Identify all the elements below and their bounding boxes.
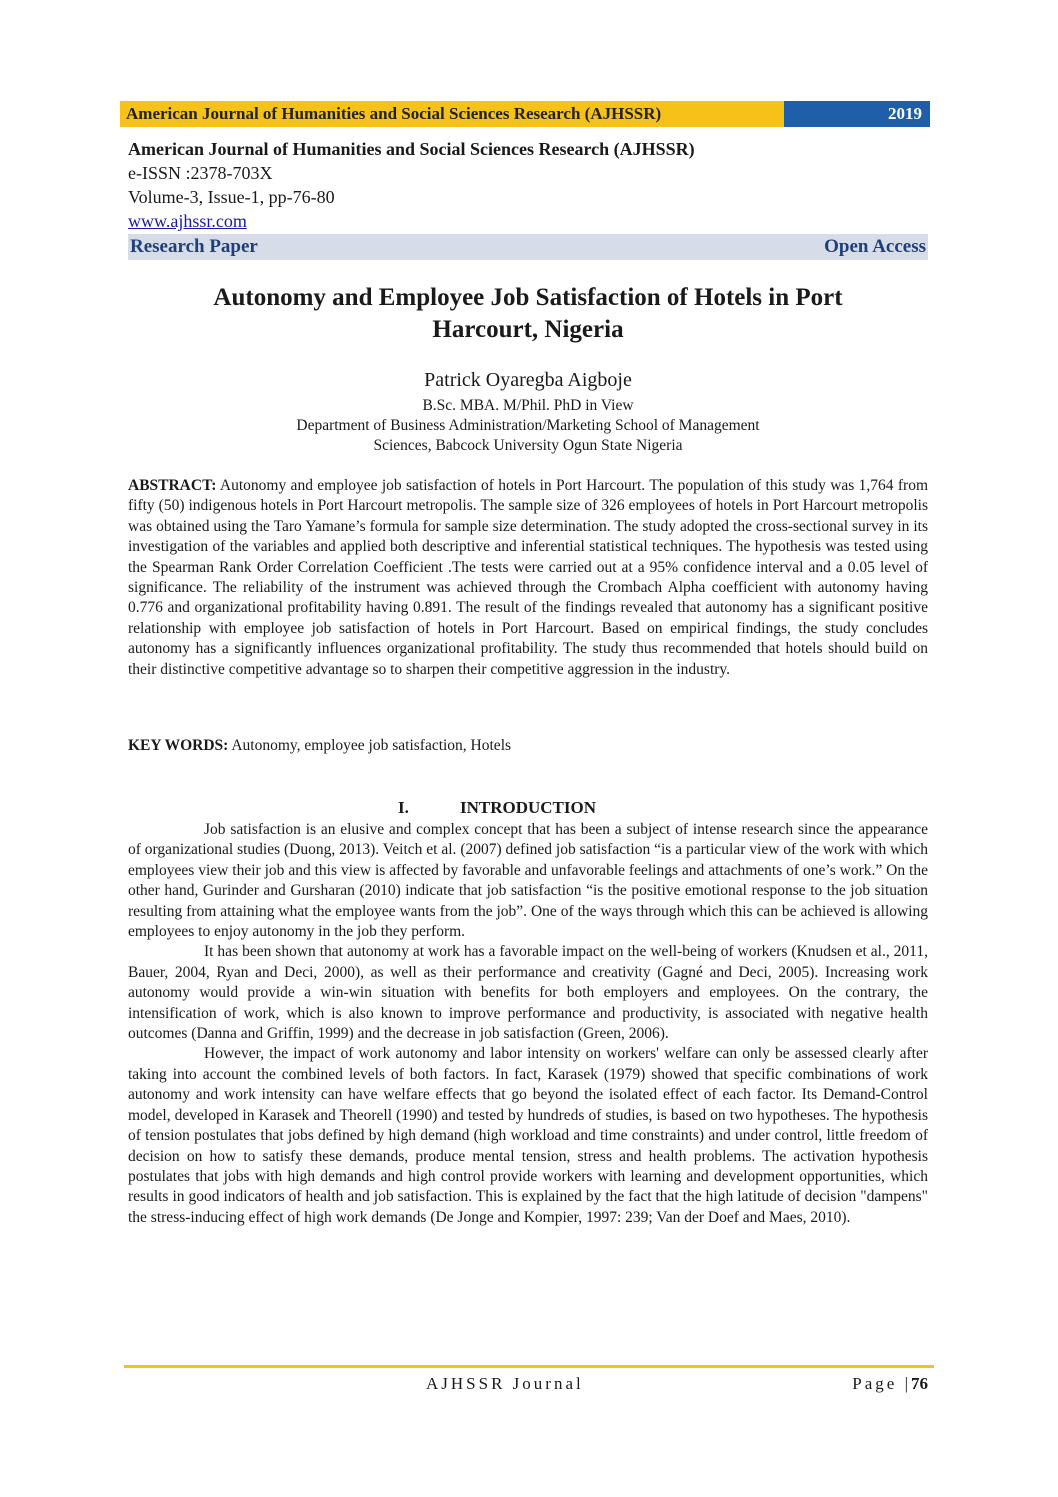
footer-page: [852, 1374, 928, 1394]
banner-journal-name: American Journal of Humanities and Social Sciences Research (AJHSSR): [120, 101, 784, 127]
title-line-1: Autonomy and Employee Job Satisfaction of Hotels in Port: [213, 284, 843, 311]
research-paper-label: Research Paper: [130, 236, 258, 257]
paper-title: [128, 282, 928, 346]
keywords-text: Autonomy, employee job satisfaction, Hotels: [228, 737, 512, 754]
page-label: Page |: [852, 1374, 911, 1393]
keywords: [128, 736, 928, 756]
footer-divider: [124, 1365, 934, 1368]
website-link[interactable]: www.ajhssr.com: [128, 211, 247, 231]
paper-type-bar: [128, 234, 928, 260]
author-affiliation: [128, 396, 928, 456]
abstract: [128, 476, 928, 680]
section-heading: [128, 798, 928, 818]
paragraph: It has been shown that autonomy at work has a favorable impact on the well-being of workers (Knudsen et al., 2011, Bauer, 2004, Ryan and Deci, 2000), as well as their performance and creativity (Gagné and Deci, 2005). Increasing work autonomy would provide a win-win situation with benefits for both employers and employees. On the contrary, the intensification of work, which is also known to improve performance and productivity, is associated with negative health outcomes (Danna and Griffin, 1999) and the decrease in job satisfaction (Green, 2006).: [128, 943, 928, 1043]
introduction-body: [128, 820, 928, 1228]
paragraph: However, the impact of work autonomy and labor intensity on workers' welfare can only be assessed clearly after taking into account the combined levels of both factors. In fact, Karasek (1979) showed that specific combinations of work autonomy and work intensity can have welfare effects that go beyond the isolated effect of each factor. Its Demand-Control model, developed in Karasek and Theorell (1990) and tested by hundreds of studies, is based on two hypotheses. The hypothesis of tension postulates that jobs defined by high demand (high workload and time constraints) and under control, little freedom of decision on how to satisfy these demands, produce mental tension, stress and health problems. The activation hypothesis postulates that jobs with high demands and high control provide workers with learning and development opportunities, which results in good indicators of health and job satisfaction. This is explained by the fact that the high latitude of decision "dampens" the stress-inducing effect of high work demands (De Jonge and Kompier, 1997: 239; Van der Doef and Maes, 2010).: [128, 1045, 928, 1226]
open-access-label: Open Access: [824, 236, 926, 257]
paragraph: Job satisfaction is an elusive and complex concept that has been a subject of intense research since the appearance of organizational studies (Duong, 2013). Veitch et al. (2007) defined job satisfaction “is a particular view of the work with which employees view their job and this view is affected by favorable and unfavorable feelings and attachments of one’s work.” On the other hand, Gurinder and Gursharan (2010) indicate that job satisfaction “is the positive emotional response to the job situation resulting from attaining what the employee wants from the job”. One of the ways through which this can be achieved is allowing employees to enjoy autonomy in the job they perform.: [128, 821, 928, 941]
abstract-text: Autonomy and employee job satisfaction of hotels in Port Harcourt. The population of this study was 1,764 from fifty (50) indigenous hotels in Port Harcourt metropolis. The sample size of 326 employees of hotels in Port Harcourt metropolis was obtained using the Taro Yamane’s formula for sample size determination. The study adopted the cross-sectional survey in its investigation of the variables and applied both descriptive and inferential statistical techniques. The hypothesis was tested using the Spearman Rank Order Correlation Coefficient .The tests were carried out at a 95% confidence interval and a 0.05 level of significance. The reliability of the instrument was achieved through the Crombach Alpha coefficient with autonomy having 0.776 and organizational profitability having 0.891. The result of the findings revealed that autonomy has a significant positive relationship with employee job satisfaction of hotels in Port Harcourt. Based on empirical findings, the study concludes autonomy has a significantly influences organizational profitability. The study thus recommended that hotels should build on their distinctive competitive advantage so to sharpen their competitive aggression in the industry.: [128, 477, 928, 678]
footer-journal: AJHSSR Journal: [426, 1374, 584, 1393]
author-dept-line-2: Sciences, Babcock University Ogun State Nigeria: [373, 437, 683, 454]
journal-meta: [128, 137, 695, 233]
keywords-label: KEY WORDS:: [128, 737, 229, 754]
abstract-label: ABSTRACT:: [128, 477, 217, 494]
journal-banner: [120, 101, 930, 127]
section-title: INTRODUCTION: [459, 798, 597, 817]
meta-volume: Volume-3, Issue-1, pp-76-80: [128, 187, 335, 207]
banner-year: 2019: [784, 101, 930, 127]
page-number: 76: [911, 1374, 928, 1393]
section-number: I.: [398, 798, 409, 817]
author-degrees: B.Sc. MBA. M/Phil. PhD in View: [422, 397, 634, 414]
author-dept-line-1: Department of Business Administration/Marketing School of Management: [296, 417, 760, 434]
title-line-2: Harcourt, Nigeria: [432, 316, 624, 343]
meta-issn: e-ISSN :2378-703X: [128, 163, 273, 183]
meta-journal-name: American Journal of Humanities and Social Sciences Research (AJHSSR): [128, 139, 695, 159]
author-name: Patrick Oyaregba Aigboje: [424, 369, 632, 391]
